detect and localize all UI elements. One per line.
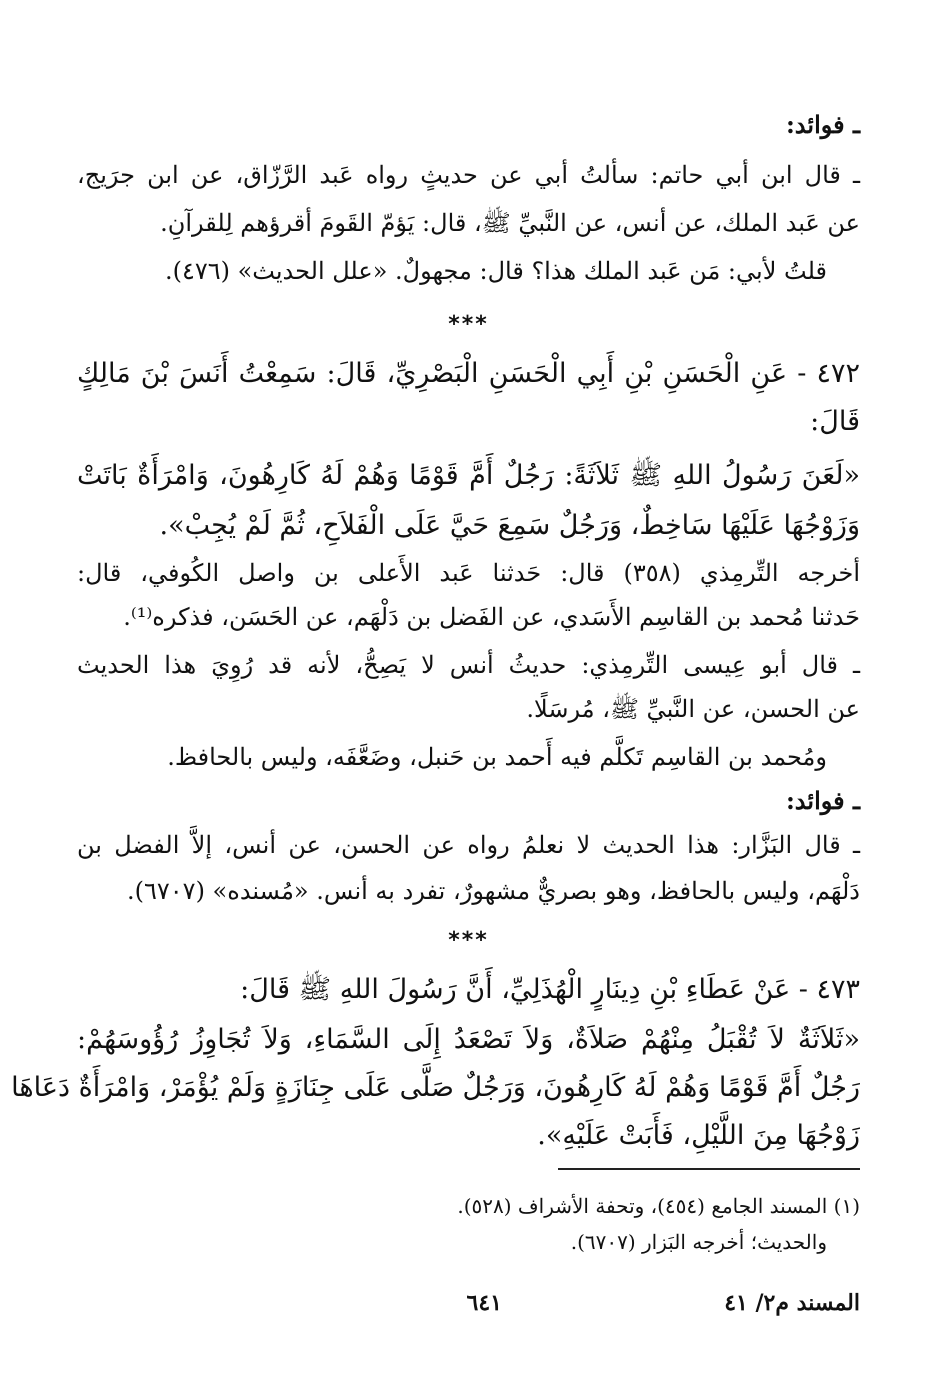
- footnote-separator-rule: [558, 1168, 860, 1170]
- hadith-472-line-4: وَزَوْجُهَا عَلَيْهَا سَاخِطٌ، وَرَجُلٌ سَمِعَ حَيَّ عَلَى الْفَلاَحِ، ثُمَّ لَمْ يُجِبْ».: [159, 510, 860, 541]
- fawaid-1-line-3: قلتُ لأبي: مَن عَبد الملك هذا؟ قال: مجهولٌ. «علل الحديث» (٤٧٦).: [164, 257, 827, 285]
- fawaid-heading-2: ـ فوائد:: [785, 786, 860, 815]
- page-number: ٦٤١: [466, 1290, 502, 1316]
- fawaid-1-line-1: ـ قال ابن أبي حاتم: سألتُ أبي عن حديثٍ رواه عَبد الرَّزّاق، عن ابن جرَيج،: [77, 161, 860, 189]
- hadith-472-line-2: قَالَ:: [810, 406, 860, 437]
- footnote-1-continuation: والحديث؛ أخرجه البَزار (٦٧٠٧).: [570, 1230, 827, 1254]
- hadith-472-line-3: «لَعَنَ رَسُولُ اللهِ ﷺ ثَلاَثَةً: رَجُلٌ أَمَّ قَوْمًا وَهُمْ لَهُ كَارِهُونَ، وَامْرَأَةٌ بَاتَتْ: [77, 460, 860, 491]
- takhrij-472-line-4: عن الحسن، عن النَّبيِّ ﷺ، مُرسَلًا.: [526, 695, 860, 723]
- hadith-473-line-4: زَوْجُهَا مِنَ اللَّيْلِ، فَأَبَتْ عَلَيْهِ».: [537, 1120, 860, 1151]
- takhrij-472-line-5: ومُحمد بن القاسِم تَكلَّم فيه أَحمد بن حَنبل، وضَعَّفَه، وليس بالحافظ.: [167, 743, 827, 771]
- hadith-473-line-3: رَجُلٌ أَمَّ قَوْمًا وَهُمْ لَهُ كَارِهُونَ، وَرَجُلٌ صَلَّى عَلَى جِنَازَةٍ وَلَمْ يُؤْمَرْ، وَامْرَأَةٌ دَعَاهَا: [11, 1072, 860, 1103]
- takhrij-472-line-1: أخرجه التِّرمِذي (٣٥٨) قال: حَدثنا عَبد الأَعلى بن واصل الكُوفي، قال:: [77, 559, 860, 587]
- fawaid-heading-1: ـ فوائد:: [785, 110, 860, 139]
- hadith-472-line-1: ٤٧٢ - عَنِ الْحَسَنِ بْنِ أَبِي الْحَسَنِ الْبَصْرِيِّ، قَالَ: سَمِعْتُ أَنَسَ بْنَ مَالِكٍ: [77, 358, 860, 389]
- takhrij-472-line-2: حَدثنا مُحمد بن القاسِم الأَسَدي، عن الفَضل بن دَلْهَم، عن الحَسَن، فذكره⁽¹⁾.: [123, 603, 860, 631]
- fawaid-2-line-1: ـ قال البَزَّار: هذا الحديث لا نعلمُ رواه عن الحسن، عن أنس، إلاَّ الفضل بن: [77, 831, 860, 859]
- volume-signature: المسند م٢/ ٤١: [724, 1290, 860, 1316]
- hadith-473-line-1: ٤٧٣ - عَنْ عَطَاءِ بْنِ دِينَارٍ الْهُذَلِيِّ، أَنَّ رَسُولَ اللهِ ﷺ قَالَ:: [240, 974, 860, 1005]
- hadith-473-line-2: «ثَلاَثَةٌ لاَ تُقْبَلُ مِنْهُمْ صَلاَةٌ، وَلاَ تَصْعَدُ إِلَى السَّمَاءِ، وَلاَ تُجَاوِزُ رُؤُوسَهُمْ:: [77, 1024, 860, 1055]
- fawaid-2-line-2: دَلْهَم، وليس بالحافظ، وهو بصريٌّ مشهورٌ، تفرد به أنس. «مُسنده» (٦٧٠٧).: [127, 877, 860, 905]
- takhrij-472-line-3: ـ قال أبو عِيسى التِّرمِذي: حديثُ أنس لا يَصِحُّ، لأنه قد رُوِيَ هذا الحديث: [77, 651, 860, 679]
- fawaid-1-line-2: عن عَبد الملك، عن أنس، عن النَّبيِّ ﷺ، قال: يَؤمّ القَومَ أقرؤهم لِلقرآنِ.: [160, 209, 860, 237]
- separator-stars-2: ***: [448, 928, 489, 953]
- separator-stars-1: ***: [448, 312, 489, 337]
- footnote-1: (١) المسند الجامع (٤٥٤)، وتحفة الأشراف (٥٢٨).: [457, 1194, 860, 1218]
